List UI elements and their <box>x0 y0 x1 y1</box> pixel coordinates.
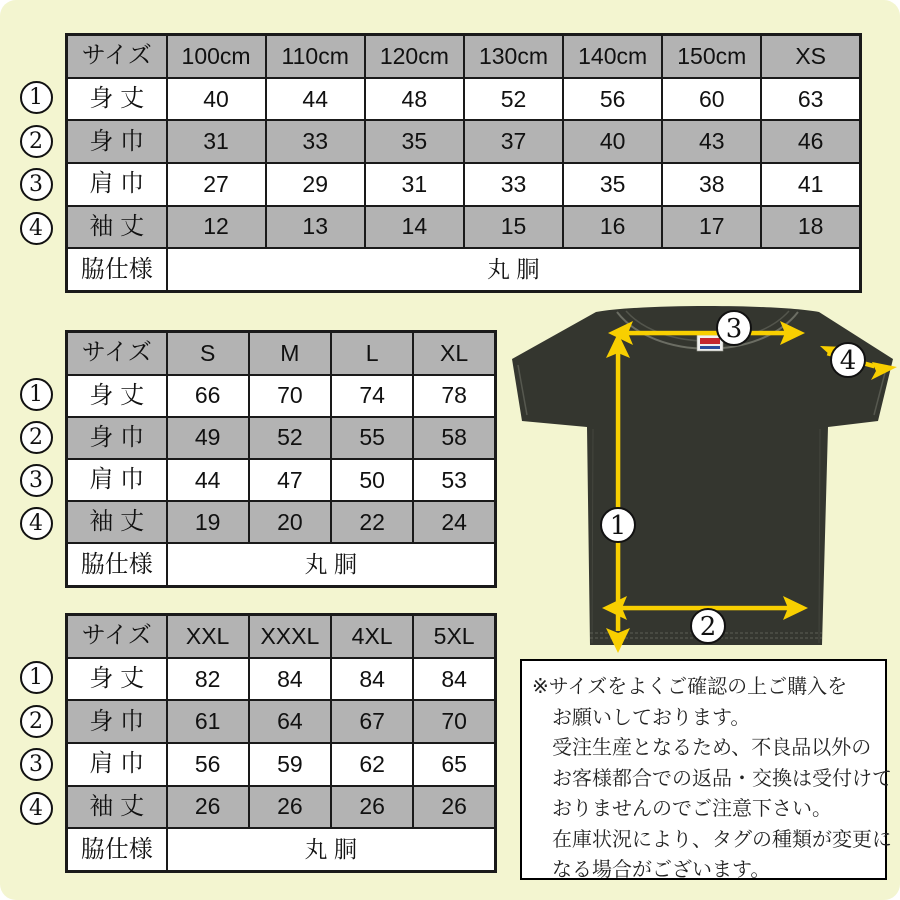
measurement-value: 27 <box>167 163 266 206</box>
measurement-row-label: 袖 丈 <box>67 206 167 249</box>
measurement-value: 66 <box>167 375 249 417</box>
diagram-marker-4 <box>831 343 865 377</box>
measurement-value: 41 <box>761 163 860 206</box>
measurement-value: 29 <box>266 163 365 206</box>
diagram-marker-3 <box>717 311 751 345</box>
row-marker-slot <box>19 373 53 416</box>
size-column-header: 4XL <box>331 615 413 658</box>
measurement-value: 59 <box>249 743 331 786</box>
size-column-header: XXXL <box>249 615 331 658</box>
row-marker-slot <box>19 743 53 787</box>
diagram-marker-2 <box>691 609 725 643</box>
side-spec-label: 脇仕様 <box>67 828 167 871</box>
measurement-row-label: 袖 丈 <box>67 786 167 829</box>
row-marker-slot <box>19 207 53 251</box>
row-marker-slot <box>19 459 53 502</box>
measurement-value: 56 <box>167 743 249 786</box>
measurement-value: 18 <box>761 206 860 249</box>
measurement-value: 38 <box>662 163 761 206</box>
measurement-value: 63 <box>761 78 860 121</box>
size-header-label: サイズ <box>67 615 167 658</box>
plus-size-table <box>65 613 497 873</box>
measurement-value: 22 <box>331 501 413 543</box>
measurement-value: 26 <box>413 786 495 829</box>
row-marker-slot <box>19 76 53 120</box>
measurement-value: 56 <box>563 78 662 121</box>
diagram-marker-1 <box>601 508 635 542</box>
size-column-header: L <box>331 332 413 375</box>
measurement-value: 52 <box>464 78 563 121</box>
notice-line: なる場合がございます。 <box>552 859 771 881</box>
measurement-value: 47 <box>249 459 331 501</box>
row-marker-4: 4 <box>20 507 53 540</box>
size-column-header: 150cm <box>662 35 761 78</box>
row-marker-3: 3 <box>20 168 53 201</box>
measurement-value: 37 <box>464 120 563 163</box>
purchase-notice <box>520 659 892 881</box>
measurement-value: 16 <box>563 206 662 249</box>
measurement-value: 61 <box>167 700 249 743</box>
row-marker-1: 1 <box>20 81 53 114</box>
notice-line: お客様都合での返品・交換は受付けて <box>552 767 892 790</box>
measurement-value: 62 <box>331 743 413 786</box>
size-header-label: サイズ <box>67 332 167 375</box>
notice-line: おりませんのでご注意下さい。 <box>552 798 832 820</box>
measurement-value: 53 <box>413 459 495 501</box>
notice-line: 受注生産となるため、不良品以外の <box>552 737 872 759</box>
measurement-value: 14 <box>365 206 464 249</box>
measurement-value: 12 <box>167 206 266 249</box>
row-marker-2: 2 <box>20 705 53 738</box>
row-marker-slot <box>19 656 53 700</box>
measurement-value: 40 <box>167 78 266 121</box>
adult-size-table <box>65 330 497 588</box>
measurement-row-label: 身 巾 <box>67 417 167 459</box>
measurement-value: 74 <box>331 375 413 417</box>
measurement-value: 52 <box>249 417 331 459</box>
plus-table-markers <box>19 656 53 830</box>
measurement-row-label: 身 丈 <box>67 78 167 121</box>
size-column-header: 110cm <box>266 35 365 78</box>
row-marker-3: 3 <box>20 748 53 781</box>
measurement-value: 17 <box>662 206 761 249</box>
size-column-header: 140cm <box>563 35 662 78</box>
measurement-row-label: 身 巾 <box>67 120 167 163</box>
measurement-row-label: 袖 丈 <box>67 501 167 543</box>
measurement-row-label: 肩 巾 <box>67 743 167 786</box>
row-marker-3: 3 <box>20 464 53 497</box>
measurement-value: 82 <box>167 658 249 701</box>
measurement-value: 26 <box>331 786 413 829</box>
measurement-value: 49 <box>167 417 249 459</box>
size-header-label: サイズ <box>67 35 167 78</box>
measurement-value: 67 <box>331 700 413 743</box>
measurement-value: 48 <box>365 78 464 121</box>
row-marker-slot <box>19 163 53 207</box>
size-column-header: 100cm <box>167 35 266 78</box>
measurement-value: 58 <box>413 417 495 459</box>
measurement-row-label: 肩 巾 <box>67 163 167 206</box>
measurement-value: 65 <box>413 743 495 786</box>
measurement-row-label: 肩 巾 <box>67 459 167 501</box>
size-column-header: XL <box>413 332 495 375</box>
measurement-row-label: 身 丈 <box>67 658 167 701</box>
size-column-header: XXL <box>167 615 249 658</box>
measurement-row-label: 身 巾 <box>67 700 167 743</box>
measurement-value: 46 <box>761 120 860 163</box>
size-column-header: 130cm <box>464 35 563 78</box>
measurement-value: 50 <box>331 459 413 501</box>
side-spec-value: 丸 胴 <box>167 828 496 871</box>
measurement-value: 19 <box>167 501 249 543</box>
measurement-value: 15 <box>464 206 563 249</box>
side-spec-label: 脇仕様 <box>67 248 167 291</box>
size-column-header: 120cm <box>365 35 464 78</box>
measurement-value: 35 <box>563 163 662 206</box>
measurement-value: 84 <box>249 658 331 701</box>
side-spec-label: 脇仕様 <box>67 543 167 586</box>
measurement-value: 13 <box>266 206 365 249</box>
size-column-header: M <box>249 332 331 375</box>
notice-line: ※サイズをよくご確認の上ご購入を <box>532 676 848 698</box>
side-spec-value: 丸 胴 <box>167 248 861 291</box>
notice-line: お願いしております。 <box>552 706 751 729</box>
row-marker-slot <box>19 787 53 831</box>
measurement-value: 20 <box>249 501 331 543</box>
measurement-value: 31 <box>365 163 464 206</box>
row-marker-4: 4 <box>20 212 53 245</box>
tshirt-measurement-diagram <box>505 303 900 655</box>
svg-text:4: 4 <box>839 346 857 376</box>
measurement-value: 24 <box>413 501 495 543</box>
row-marker-2: 2 <box>20 125 53 158</box>
side-spec-value: 丸 胴 <box>167 543 496 586</box>
svg-text:3: 3 <box>725 314 743 344</box>
measurement-value: 84 <box>331 658 413 701</box>
kids-table-markers <box>19 76 53 250</box>
measurement-value: 44 <box>167 459 249 501</box>
row-marker-1: 1 <box>20 661 53 694</box>
size-column-header: S <box>167 332 249 375</box>
notice-line: 在庫状況により、タグの種類が変更に <box>552 828 892 851</box>
row-marker-1: 1 <box>20 378 53 411</box>
adult-table-markers <box>19 373 53 545</box>
measurement-value: 26 <box>167 786 249 829</box>
measurement-value: 33 <box>266 120 365 163</box>
measurement-value: 44 <box>266 78 365 121</box>
measurement-value: 60 <box>662 78 761 121</box>
measurement-value: 64 <box>249 700 331 743</box>
row-marker-2: 2 <box>20 421 53 454</box>
measurement-value: 78 <box>413 375 495 417</box>
measurement-value: 84 <box>413 658 495 701</box>
measurement-value: 70 <box>413 700 495 743</box>
row-marker-4: 4 <box>20 792 53 825</box>
size-column-header: 5XL <box>413 615 495 658</box>
measurement-value: 55 <box>331 417 413 459</box>
size-column-header: XS <box>761 35 860 78</box>
svg-text:2: 2 <box>699 612 717 642</box>
row-marker-slot <box>19 120 53 164</box>
measurement-value: 70 <box>249 375 331 417</box>
row-marker-slot <box>19 502 53 545</box>
kids-size-table <box>65 33 862 293</box>
row-marker-slot <box>19 700 53 744</box>
measurement-value: 40 <box>563 120 662 163</box>
measurement-value: 35 <box>365 120 464 163</box>
measurement-value: 26 <box>249 786 331 829</box>
measurement-value: 43 <box>662 120 761 163</box>
row-marker-slot <box>19 416 53 459</box>
measurement-value: 33 <box>464 163 563 206</box>
svg-text:1: 1 <box>609 511 627 541</box>
measurement-row-label: 身 丈 <box>67 375 167 417</box>
measurement-value: 31 <box>167 120 266 163</box>
